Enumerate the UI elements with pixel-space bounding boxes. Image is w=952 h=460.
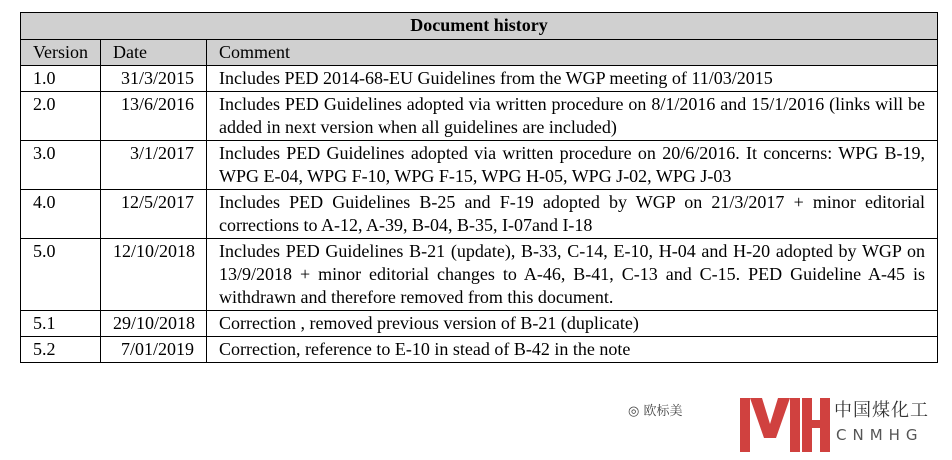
comment-cell: Correction, reference to E-10 in stead of B-42 in the note xyxy=(207,337,938,363)
table-row xyxy=(21,190,938,239)
comment-cell: Includes PED Guidelines adopted via written procedure on 8/1/2016 and 15/1/2016 (links will be added in next version when all guidelines are included) xyxy=(207,92,938,141)
comment-cell: Includes PED Guidelines B-21 (update), B-33, C-14, E-10, H-04 and H-20 adopted by WGP on 13/9/2018 + minor editorial changes to A-46, B-41, C-13 and C-15. PED Guideline A-45 is withdrawn and therefore removed from this document. xyxy=(207,239,938,311)
company-name-en: CNMHG xyxy=(836,426,924,444)
version-cell: 2.0 xyxy=(21,92,101,141)
column-header-date: Date xyxy=(101,40,207,66)
version-cell: 5.2 xyxy=(21,337,101,363)
version-cell: 5.1 xyxy=(21,311,101,337)
date-cell: 31/3/2015 xyxy=(101,66,207,92)
comment-cell: Correction , removed previous version of B-21 (duplicate) xyxy=(207,311,938,337)
comment-cell: Includes PED Guidelines adopted via written procedure on 20/6/2016. It concerns: WPG B-19, WPG E-04, WPG F-10, WPG F-15, WPG H-05, WPG J-02, WPG J-03 xyxy=(207,141,938,190)
watermark xyxy=(628,394,948,456)
date-cell: 29/10/2018 xyxy=(101,311,207,337)
table-header-row xyxy=(21,40,938,66)
table-row xyxy=(21,311,938,337)
version-cell: 4.0 xyxy=(21,190,101,239)
table-title: Document history xyxy=(21,13,938,40)
table-row xyxy=(21,66,938,92)
table-row xyxy=(21,92,938,141)
version-cell: 5.0 xyxy=(21,239,101,311)
version-cell: 3.0 xyxy=(21,141,101,190)
document-history-table xyxy=(20,12,938,363)
mh-logo-icon xyxy=(736,394,832,456)
channel-text: 欧标美 xyxy=(643,404,683,419)
date-cell: 12/5/2017 xyxy=(101,190,207,239)
date-cell: 7/01/2019 xyxy=(101,337,207,363)
date-cell: 13/6/2016 xyxy=(101,92,207,141)
table-row xyxy=(21,337,938,363)
table-row xyxy=(21,141,938,190)
company-name-cn: 中国煤化工 xyxy=(834,400,929,421)
column-header-comment: Comment xyxy=(207,40,938,66)
date-cell: 12/10/2018 xyxy=(101,239,207,311)
channel-badge xyxy=(628,400,683,419)
table-row xyxy=(21,239,938,311)
comment-cell: Includes PED 2014-68-EU Guidelines from the WGP meeting of 11/03/2015 xyxy=(207,66,938,92)
column-header-version: Version xyxy=(21,40,101,66)
comment-cell: Includes PED Guidelines B-25 and F-19 adopted by WGP on 21/3/2017 + minor editorial corrections to A-12, A-39, B-04, B-35, I-07and I-18 xyxy=(207,190,938,239)
chat-icon: ◎ xyxy=(628,404,640,419)
date-cell: 3/1/2017 xyxy=(101,141,207,190)
version-cell: 1.0 xyxy=(21,66,101,92)
